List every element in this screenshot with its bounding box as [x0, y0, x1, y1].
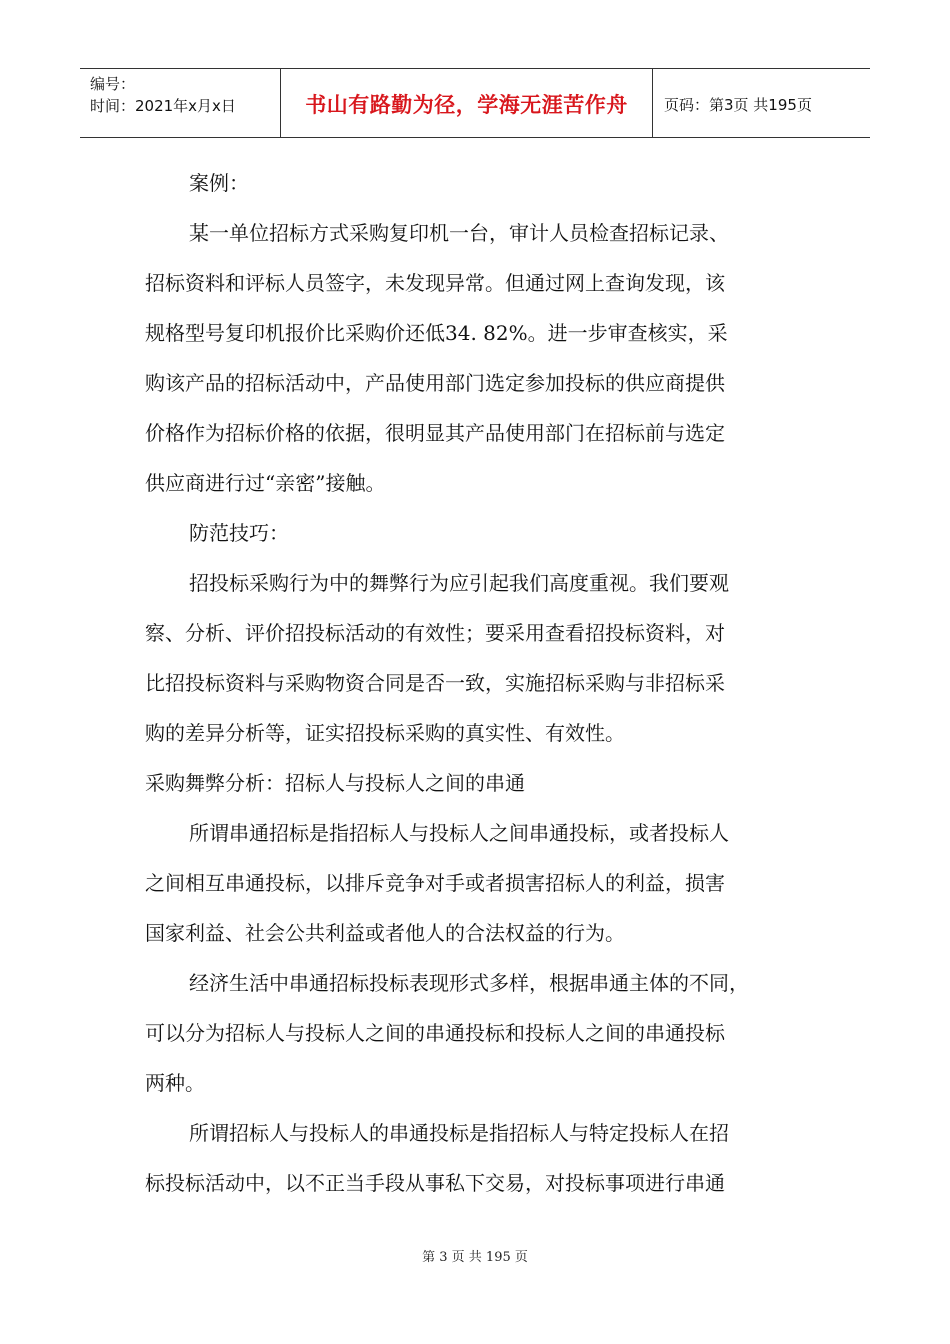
paragraph-line: 招投标采购行为中的舞弊行为应引起我们高度重视。我们要观 [189, 571, 729, 595]
paragraph-line: 价格作为招标价格的依据，很明显其产品使用部门在招标前与选定 [145, 421, 725, 445]
heading-case: 案例： [189, 171, 249, 195]
paragraph-line: 国家利益、社会公共利益或者他人的合法权益的行为。 [145, 921, 625, 945]
paragraph-line: 所谓串通招标是指招标人与投标人之间串通投标，或者投标人 [189, 821, 729, 845]
document-date: 时间：2021年x月x日 [90, 97, 236, 115]
paragraph-line: 察、分析、评价招投标活动的有效性；要采用查看招投标资料，对 [145, 621, 725, 645]
heading-prevention: 防范技巧： [189, 521, 289, 545]
paragraph-line: 之间相互串通投标，以排斥竞争对手或者损害招标人的利益，损害 [145, 871, 725, 895]
header-page-info: 页码：第3页 共195页 [664, 95, 812, 114]
header-motto-cell [281, 69, 653, 137]
paragraph-line: 两种。 [145, 1071, 205, 1095]
paragraph-line: 购的差异分析等，证实招投标采购的真实性、有效性。 [145, 721, 625, 745]
header-motto: 书山有路勤为径，学海无涯苦作舟 [305, 93, 628, 117]
paragraph-line: 购该产品的招标活动中，产品使用部门选定参加投标的供应商提供 [145, 371, 725, 395]
paragraph-line: 经济生活中串通招标投标表现形式多样，根据串通主体的不同， [189, 971, 749, 995]
paragraph-line: 标投标活动中，以不正当手段从事私下交易，对投标事项进行串通 [145, 1171, 725, 1195]
paragraph-line: 所谓招标人与投标人的串通投标是指招标人与特定投标人在招 [189, 1121, 729, 1145]
paragraph-line: 可以分为招标人与投标人之间的串通投标和投标人之间的串通投标 [145, 1021, 725, 1045]
page-footer [0, 1246, 950, 1265]
paragraph-line: 某一单位招标方式采购复印机一台，审计人员检查招标记录、 [189, 221, 729, 245]
paragraph-line: 供应商进行过“亲密”接触。 [145, 471, 386, 495]
header-page-cell [653, 69, 870, 137]
document-number-label: 编号： [90, 75, 136, 93]
footer-page-number: 第 3 页 共 195 页 [422, 1250, 528, 1265]
document-header [80, 68, 870, 138]
header-meta-cell [80, 69, 281, 137]
paragraph-line: 招标资料和评标人员签字，未发现异常。但通过网上查询发现，该 [145, 271, 725, 295]
paragraph-line: 规格型号复印机报价比采购价还低34. 82%。进一步审查核实，采 [145, 321, 728, 345]
section-heading: 采购舞弊分析：招标人与投标人之间的串通 [145, 771, 525, 795]
paragraph-line: 比招投标资料与采购物资合同是否一致，实施招标采购与非招标采 [145, 671, 725, 695]
